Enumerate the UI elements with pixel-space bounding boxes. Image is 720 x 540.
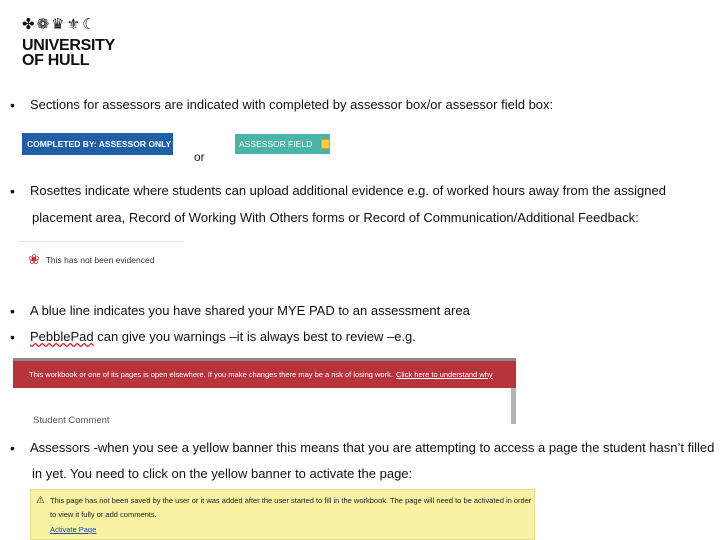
student-comment-label: Student Comment: [33, 415, 110, 426]
bullet-text: Rosettes indicate where students can upload additional evidence e.g. of worked hours away from the assigned: [30, 183, 666, 198]
bullet-text: A blue line indicates you have shared your MYE PAD to an assessment area: [30, 303, 470, 318]
bullet-text: Assessors -when you see a yellow banner this means that you are attempting to access a page the student hasn’t filled: [30, 440, 715, 455]
sickle-icon: ☾: [82, 15, 96, 33]
rosette-example: [18, 241, 184, 277]
warning-link[interactable]: Click here to understand why: [395, 370, 493, 379]
bullet-dot: •: [10, 97, 15, 113]
warning-bar: [13, 358, 516, 388]
or-separator: or: [194, 150, 205, 164]
bullet-item: [10, 329, 416, 345]
edit-icon: [321, 139, 330, 149]
warning-text: This workbook or one of its pages is open elsewhere. If you make changes there may be a risk of losing work.: [29, 370, 393, 379]
bullet-item: [10, 303, 470, 319]
yellow-banner-text-2: to view it fully or add comments.: [50, 510, 157, 519]
yellow-banner[interactable]: [30, 489, 535, 540]
bullet-dot: •: [10, 183, 15, 199]
bullet-text: Sections for assessors are indicated with completed by assessor box/or assessor field box:: [30, 97, 554, 112]
pebblepad-word: PebblePad: [30, 329, 94, 344]
bullet-text: [30, 329, 416, 345]
bullet-continuation: placement area, Record of Working With Others forms or Record of Communication/Additional Feedback:: [32, 210, 639, 225]
warning-screenshot: [13, 358, 516, 424]
logo-wordmark: [22, 38, 132, 68]
bullet-dot: •: [10, 329, 15, 345]
flower-icon: ❁: [36, 15, 50, 33]
bullet-item: [10, 97, 553, 113]
yellow-banner-text-1: This page has not been saved by the user or it was added after the user started to fill in the workbook. The page will need to be activated in order: [50, 496, 532, 505]
scrollbar: [511, 388, 516, 424]
activate-page-link[interactable]: Activate Page: [50, 525, 97, 534]
bullet-dot: •: [10, 303, 15, 319]
bullet-continuation: in yet. You need to click on the yellow banner to activate the page:: [32, 466, 413, 481]
assessor-field-box: [235, 134, 330, 154]
bullet-item: [10, 183, 666, 199]
rosette-text: This has not been evidenced: [45, 254, 155, 265]
rosette-icon: ❀: [28, 251, 40, 268]
assessor-field-label: ASSESSOR FIELD: [239, 139, 313, 149]
university-logo: [22, 16, 132, 68]
bullet-dot: •: [10, 440, 15, 456]
tudor-rose-icon: ✤: [22, 15, 35, 33]
logo-line-1: UNIVERSITY: [22, 37, 116, 54]
completed-by-assessor-box: COMPLETED BY: ASSESSOR ONLY: [22, 133, 173, 155]
crest-icons: [22, 16, 132, 32]
crown-icon: ♛: [51, 15, 65, 33]
bullet-text-rest: can give you warnings –it is always best to review –e.g.: [93, 329, 416, 344]
warning-triangle-icon: ⚠: [36, 495, 45, 506]
fleur-de-lis-icon: ⚜: [66, 15, 81, 33]
logo-line-2: OF HULL: [22, 52, 90, 69]
bullet-item: [10, 440, 714, 456]
